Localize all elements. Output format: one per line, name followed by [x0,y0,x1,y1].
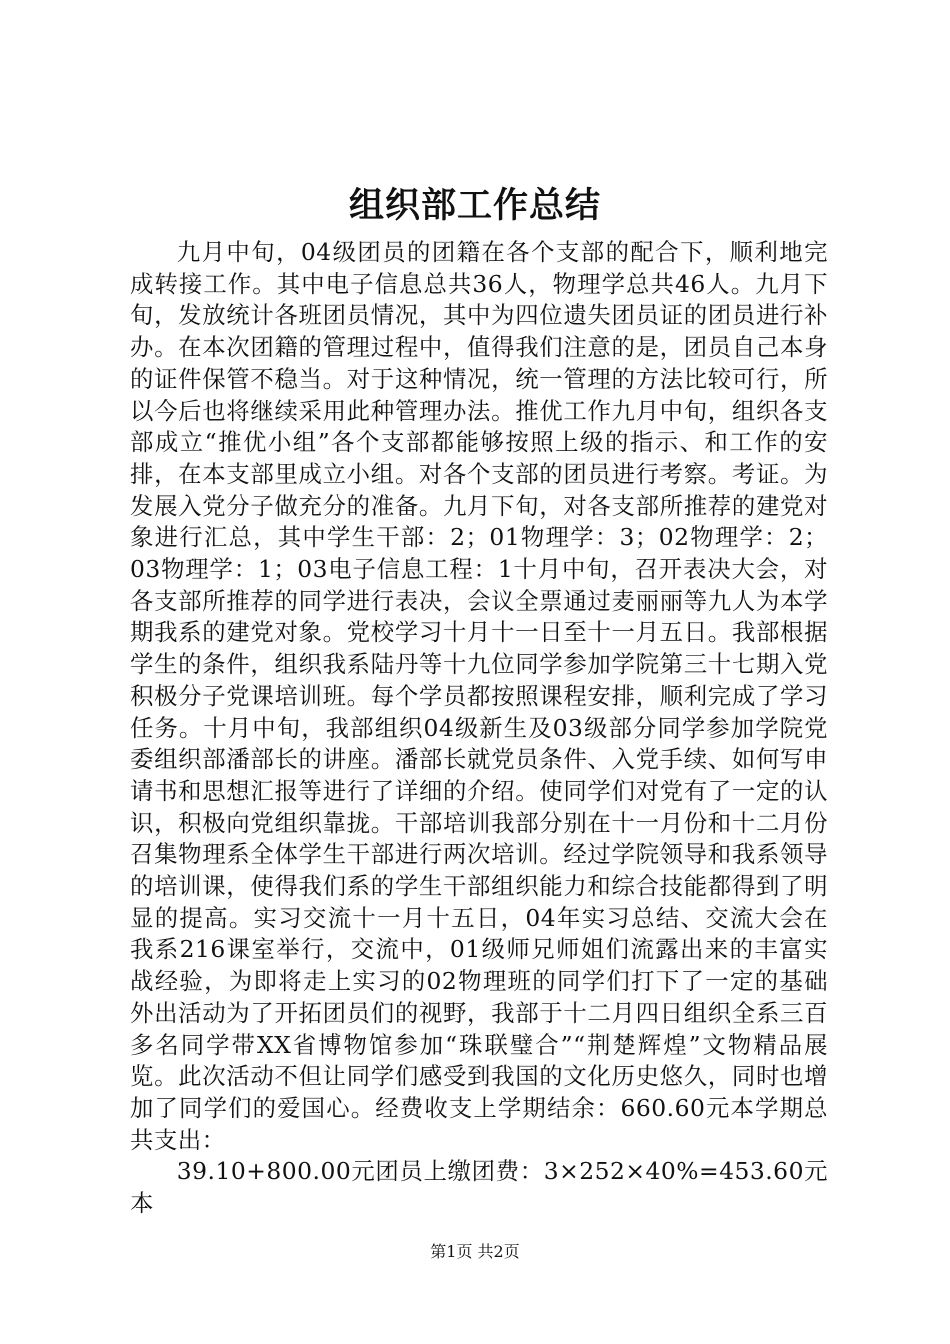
body-paragraph: 九月中旬，04级团员的团籍在各个支部的配合下，顺利地完成转接工作。其中电子信息总共36人，物理学总共46人。九月下旬，发放统计各班团员情况，其中为四位遗失团员证的团员进行补办。在本次团籍的管理过程中，值得我们注意的是，团员自己本身的证件保管不稳当。对于这种情况，统一管理的方法比较可行，所以今后也将继续采用此种管理办法。推优工作九月中旬，组织各支部成立“推优小组”各个支部都能够按照上级的指示、和工作的安排，在本支部里成立小组。对各个支部的团员进行考察。考证。为发展入党分子做充分的准备。九月下旬，对各支部所推荐的建党对象进行汇总，其中学生干部：2；01物理学：3；02物理学：2；03物理学：1；03电子信息工程：1十月中旬，召开表决大会，对各支部所推荐的同学进行表决，会议全票通过麦丽丽等九人为本学期我系的建党对象。党校学习十月十一日至十一月五日。我部根据学生的条件，组织我系陆丹等十九位同学参加学院第三十七期入党积极分子党课培训班。每个学员都按照课程安排，顺利完成了学习任务。十月中旬，我部组织04级新生及03级部分同学参加学院党委组织部潘部长的讲座。潘部长就党员条件、入党手续、如何写申请书和思想汇报等进行了详细的介绍。使同学们对党有了一定的认识，积极向党组织靠拢。干部培训我部分别在十一月份和十二月份召集物理系全体学生干部进行两次培训。经过学院领导和我系领导的培训课，使得我们系的学生干部组织能力和综合技能都得到了明显的提高。实习交流十一月十五日，04年实习总结、交流大会在我系216课室举行，交流中，01级师兄师姐们流露出来的丰富实战经验，为即将走上实习的02物理班的同学们打下了一定的基础外出活动为了开拓团员们的视野，我部于十二月四日组织全系三百多名同学带XX省博物馆参加“珠联璧合”“荆楚辉煌”文物精品展览。此次活动不但让同学们感受到我国的文化历史悠久，同时也增加了同学们的爱国心。经费收支上学期结余：660.60元本学期总共支出： [130,238,828,1154]
page-number-footer: 第1页 共2页 [430,1242,520,1261]
document-title: 组织部工作总结 [348,185,601,226]
document-body [130,237,828,1220]
body-paragraph: 39.10+800.00元团员上缴团费：3×252×40%=453.60元本 [130,1157,828,1218]
